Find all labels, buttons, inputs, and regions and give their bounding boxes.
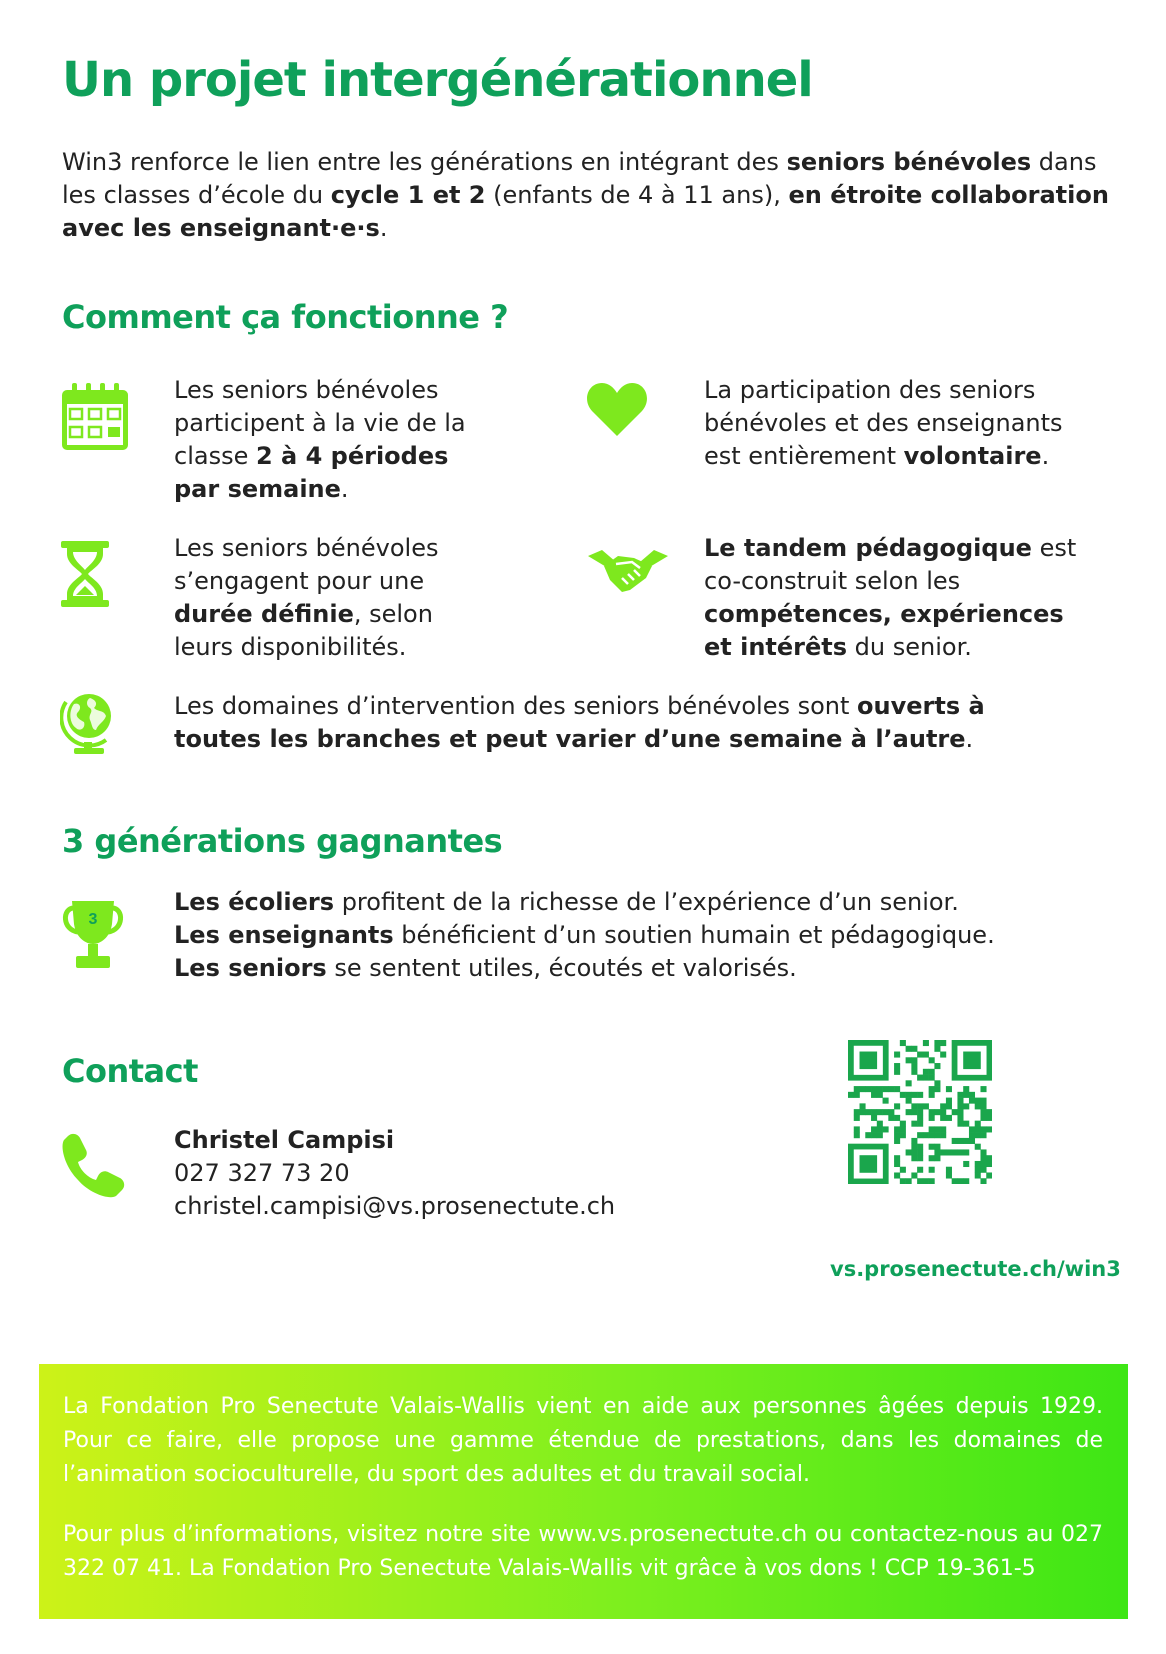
- how-item-text: est co-construit selon les: [704, 534, 1077, 595]
- generations-heading: 3 générations gagnantes: [62, 822, 503, 860]
- how-item-text: .: [340, 475, 349, 503]
- hourglass-icon: [60, 540, 110, 608]
- generation-line: [174, 886, 1074, 919]
- how-item-bold: Le tandem pédagogique: [704, 534, 1032, 562]
- qr-code[interactable]: [848, 1040, 992, 1188]
- contact-name: Christel Campisi: [174, 1126, 395, 1154]
- trophy-number: 3: [88, 911, 98, 928]
- how-item-text: .: [1041, 442, 1050, 470]
- how-item-voluntary: [704, 374, 1064, 473]
- intro-bold: seniors bénévoles: [786, 148, 1032, 176]
- generation-text: se sentent utiles, écoutés et valorisés.: [326, 954, 797, 982]
- generation-text: bénéficient d’un soutien humain et pédagogique.: [393, 921, 995, 949]
- how-item-text: Les seniors bénévoles s’engagent pour une: [174, 534, 439, 595]
- intro-text: .: [379, 214, 388, 242]
- calendar-icon: [60, 382, 130, 452]
- qr-link[interactable]: vs.prosenectute.ch/win3: [830, 1257, 1121, 1281]
- contact-heading: Contact: [62, 1052, 198, 1090]
- generation-bold: Les enseignants: [174, 921, 394, 949]
- generation-bold: Les seniors: [174, 954, 327, 982]
- intro-text: Win3 renforce le lien entre les générations en intégrant des: [62, 148, 787, 176]
- page-title: Un projet intergénérationnel: [62, 52, 813, 108]
- how-item-periods: [174, 374, 474, 506]
- qr-code-graphic: [848, 1040, 992, 1184]
- how-item-bold: 2 à 4 périodes par semaine: [174, 442, 449, 503]
- generation-bold: Les écoliers: [174, 888, 335, 916]
- how-item-text: .: [965, 725, 974, 753]
- how-item-text: Les seniors bénévoles participent à la vie de la classe: [174, 376, 466, 470]
- how-item-bold: compétences, expériences et intérêts: [704, 600, 1064, 661]
- how-item-text: du senior.: [847, 633, 972, 661]
- contact-phone[interactable]: 027 327 73 20: [174, 1159, 350, 1187]
- globe-icon: [60, 688, 120, 756]
- how-item-bold: volontaire: [903, 442, 1042, 470]
- footer-paragraph-contact: Pour plus d’informations, visitez notre site www.vs.prosenectute.ch ou contactez-nous au 027 322 07 41. La Fondation Pro Senectute Valais-Wallis vit grâce à vos dons ! CCP 19-361-5: [63, 1522, 1103, 1581]
- contact-email[interactable]: christel.campisi@vs.prosenectute.ch: [174, 1192, 616, 1220]
- how-item-text: La participation des seniors bénévoles et des enseignants est entièrement: [704, 376, 1063, 470]
- how-item-text: , selon leurs disponibilités.: [174, 600, 433, 661]
- how-item-bold: ouverts à toutes les branches et peut varier d’une semaine à l’autre: [174, 692, 985, 753]
- how-item-tandem: [704, 532, 1084, 664]
- heart-icon: [586, 380, 648, 438]
- contact-details: [174, 1124, 694, 1223]
- intro-text: dans les classes d’école du: [62, 148, 1097, 209]
- intro-paragraph: [62, 146, 1112, 245]
- how-it-works-heading: Comment ça fonctionne ?: [62, 298, 509, 336]
- generation-line: [174, 919, 1074, 952]
- footer-banner: [39, 1364, 1128, 1619]
- footer-paragraph-about: La Fondation Pro Senectute Valais-Wallis vient en aide aux personnes âgées depuis 1929. Pour ce faire, elle propose une gamme étendue de prestations, dans les domaines de l’animation socioculturelle, du sport des adultes et du travail social.: [63, 1394, 1103, 1487]
- intro-bold: cycle 1 et 2: [330, 181, 486, 209]
- how-item-domains: [174, 690, 1074, 756]
- how-item-text: Les domaines d’intervention des seniors bénévoles sont: [174, 692, 858, 720]
- how-item-bold: durée définie: [174, 600, 354, 628]
- how-item-duration: [174, 532, 484, 664]
- phone-icon: [60, 1132, 126, 1198]
- intro-bold: en étroite collaboration avec les enseignant·e·s: [62, 181, 1109, 242]
- handshake-icon: [586, 548, 670, 594]
- generations-list: [174, 886, 1074, 985]
- generation-text: profitent de la richesse de l’expérience d’un senior.: [334, 888, 959, 916]
- intro-text: (enfants de 4 à 11 ans),: [485, 181, 789, 209]
- trophy-icon: [60, 900, 126, 970]
- generation-line: [174, 952, 1074, 985]
